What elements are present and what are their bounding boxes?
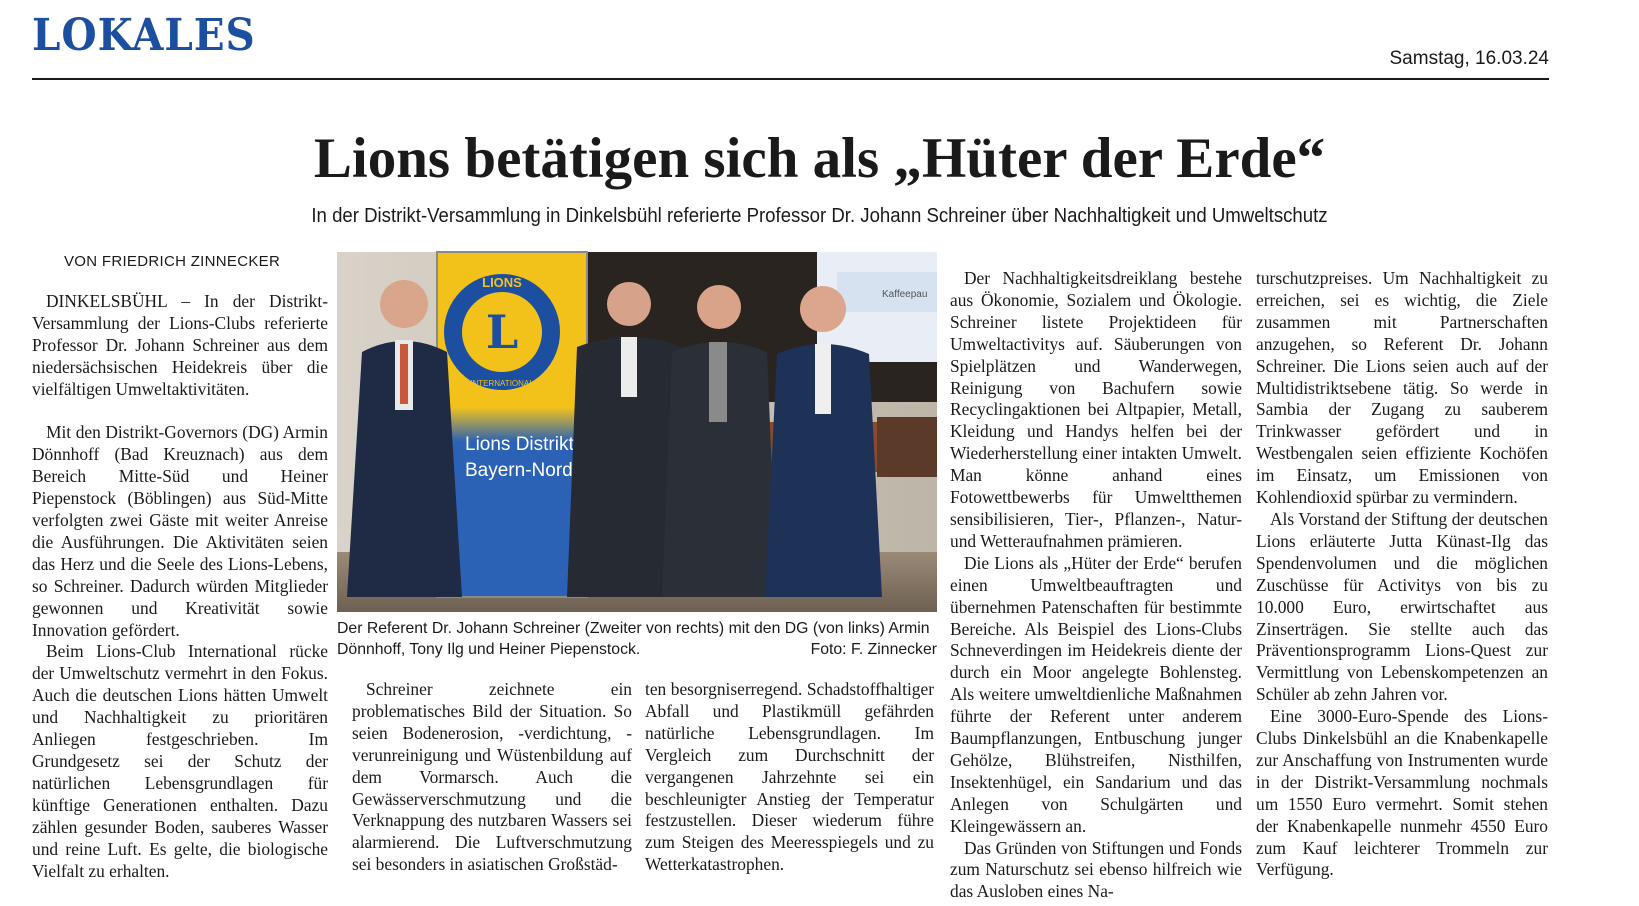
article-photo bbox=[337, 252, 937, 612]
paragraph: Schreiner zeichnete ein problematisches Bild der Situation. So seien Bodenerosion, -verdichtung, -verunreinigung und Wüstenbildung auf dem Vormarsch. Auch die Gewässerverschmutzung und die Verknappung des nutzbaren Wassers sei alarmierend. Die Luftverschmutzung sei besonders in asiatischen Großstäd- bbox=[352, 679, 632, 875]
article-subheadline: In der Distrikt-Versammlung in Dinkelsbühl referierte Professor Dr. Johann Schreiner über Nachhaltigkeit und Umweltschutz bbox=[311, 205, 1328, 227]
article-headline: Lions betätigen sich als „Hüter der Erde“ bbox=[313, 127, 1326, 190]
article-byline: VON FRIEDRICH ZINNECKER bbox=[64, 253, 281, 270]
text-column-3 bbox=[645, 679, 934, 875]
paragraph: Beim Lions-Club International rücke der Umweltschutz vermehrt in den Fokus. Auch die deutschen Lions hätten Umwelt und Nachhaltigkeit zu prioritären Anliegen festgeschrieben. Im Grundgesetz sei der Schutz der natürlichen Lebensgrundlagen für künftige Generationen enthalten. Dazu zählen gesunder Boden, sauberes Wasser und reine Luft. Es gelte, die biologische Vielfalt zu erhalten. bbox=[32, 641, 328, 881]
paragraph: DINKELSBÜHL – In der Distrikt-Versammlung der Lions-Clubs referierte Professor Dr. Johann Schreiner aus dem niedersächsischen Heidekreis über die vielfältigen Umweltaktivitäten. bbox=[32, 291, 328, 399]
paragraph: Das Gründen von Stiftungen und Fonds zum Naturschutz sei ebenso hilfreich wie das Ausloben eines Na- bbox=[950, 837, 1242, 902]
text-column-4 bbox=[950, 268, 1242, 902]
paragraph: Die Lions als „Hüter der Erde“ berufen einen Umweltbeauftragten und übernehmen Patenschaften für bestimmte Bereiche. Als Beispiel des Lions-Clubs Schneverdingen im Heidekreis diente der durch ein Moor angelegte Bohlensteg. Als weitere umweltdienliche Maßnahmen führte der Referent unter anderem Baumpflanzungen, Entbuschung junger Gehölze, Blühstreifen, Nisthilfen, Insektenhügel, ein Sandarium und das Anlegen von Schulgärten und Kleingewässern an. bbox=[950, 552, 1242, 836]
paragraph: ten besorgniserregend. Schadstoffhaltiger Abfall und Plastikmüll gefährden natürliche Lebensgrundlagen. Im Vergleich zum Durchschnitt der vergangenen Jahrzehnte sei ein beschleunigter Anstieg der Temperatur festzustellen. Dieser wiederum führe zum Steigen des Meeresspiegels und zu Wetterkatastrophen. bbox=[645, 679, 934, 875]
svg-text:L: L bbox=[485, 305, 519, 359]
banner-line-2: Bayern-Nord bbox=[465, 460, 573, 481]
lions-logo-subtext: INTERNATIONAL bbox=[470, 379, 534, 388]
text-column-5 bbox=[1256, 268, 1548, 880]
paragraph: turschutzpreises. Um Nachhaltigkeit zu erreichen, sei es wichtig, die Ziele zusammen mit Partnerschaften anzugehen, so Referent Dr. Johann Schreiner. Die Lions seien auch auf der Multidistriktsebene tätig. So werde in Sambia der Zugang zu sauberem Trinkwasser gefördert und in Westbengalen seien effiziente Kochöfen im Einsatz, um Emissionen von Kohlendioxid spürbar zu vermindern. bbox=[1256, 268, 1548, 508]
paragraph: Eine 3000-Euro-Spende des Lions-Clubs Dinkelsbühl an die Knabenkapelle zur Anschaffung von Instrumenten wurde in der Distrikt-Versammlung nochmals um 1550 Euro vermehrt. Somit stehen der Knabenkapelle nunmehr 4550 Euro zum Kauf leichterer Trommeln zur Verfügung. bbox=[1256, 706, 1548, 880]
lions-logo-text: LIONS bbox=[482, 275, 522, 290]
caption-text: Der Referent Dr. Johann Schreiner (Zweiter von rechts) mit den DG (von links) Armin Dönnhoff, Tony Ilg und Heiner Piepenstock. bbox=[337, 620, 930, 658]
photo-caption bbox=[337, 618, 937, 660]
paragraph: Als Vorstand der Stiftung der deutschen Lions erläuterte Jutta Künast-Ilg das Spendenvolumen und die möglichen Zuschüsse für Activitys von bis zu 10.000 Euro, erwirtschaftet aus Zinserträgen. Sie stellte auch das Präventionsprogramm Lions-Quest zur Vermittlung von Lebenskompetenzen an Schüler ab zehn Jahren vor. bbox=[1256, 508, 1548, 705]
photo-credit: Foto: F. Zinnecker bbox=[810, 641, 937, 658]
text-column-2 bbox=[352, 679, 632, 875]
paragraph: Der Nachhaltigkeitsdreiklang bestehe aus Ökonomie, Sozialem und Ökologie. Schreiner listete Projektideen für Umweltactivitys auf. Säuberungen von Spielplätzen und Wanderwegen, Reinigung von Bachufern sowie Recyclingaktionen bei Altpapier, Metall, Kleidung und Handys helfen bei der Wiederherstellung einer intakten Umwelt. Man könne anhand eines Fotowettbewerbs für Umweltthemen sensibilisieren, Tier-, Pflanzen-, Natur- und Wetteraufnahmen prämieren. bbox=[950, 268, 1242, 551]
header-rule bbox=[32, 78, 1549, 80]
text-column-1 bbox=[32, 291, 328, 881]
banner-line-1: Lions Distrikt bbox=[465, 434, 574, 455]
lions-logo bbox=[444, 274, 560, 390]
screen-text: Kaffeepau bbox=[882, 289, 928, 300]
paragraph: Mit den Distrikt-Governors (DG) Armin Dönnhoff (Bad Kreuznach) aus dem Bereich Mitte-Süd und Heiner Piepenstock (Böblingen) aus Süd-Mitte verfolgten zwei Gäste mit weiter Anreise die Ausführungen. Die Aktivitäten seien das Herz und die Seele des Lions-Lebens, so Schreiner. Dadurch würden Mitglieder gewonnen und Kreativität sowie Innovation gefördert. bbox=[32, 422, 328, 640]
section-title: LOKALES bbox=[32, 10, 256, 61]
issue-date: Samstag, 16.03.24 bbox=[1389, 48, 1549, 69]
